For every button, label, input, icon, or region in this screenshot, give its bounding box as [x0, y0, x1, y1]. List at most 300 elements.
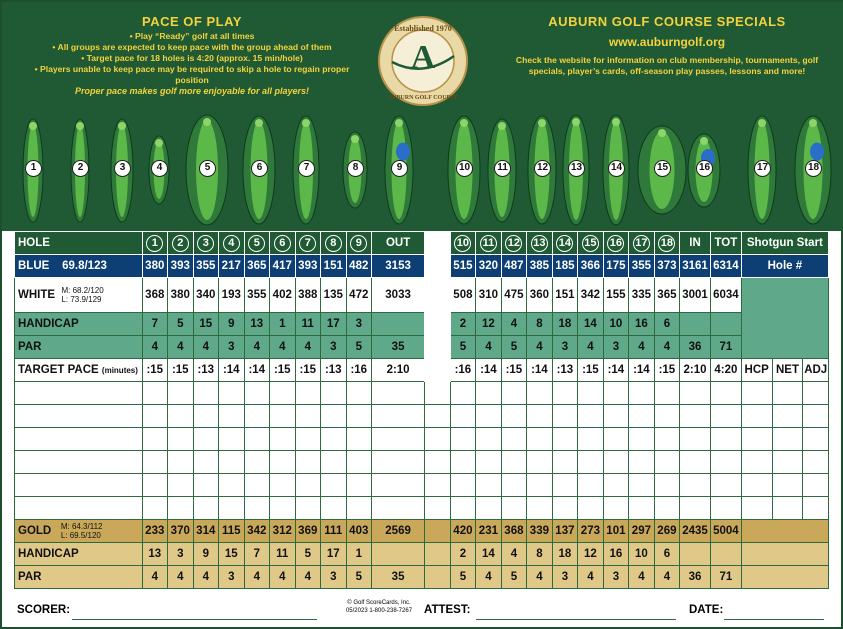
hcp-score[interactable] [741, 474, 772, 497]
hole-row [15, 232, 829, 255]
score-cell[interactable] [193, 451, 219, 474]
yardage: 482 [346, 255, 372, 278]
target-pace-label [15, 359, 143, 382]
yardage: 355 [244, 278, 270, 313]
score-cell[interactable] [603, 382, 629, 405]
value: 5 [501, 566, 527, 589]
score-cell[interactable] [193, 382, 219, 405]
pace-highlight: Proper pace makes golf more enjoyable for all players! [74, 86, 310, 96]
value: 11 [270, 543, 296, 566]
out-score[interactable] [372, 474, 425, 497]
out-total: 3033 [372, 278, 425, 313]
score-cell[interactable] [654, 474, 680, 497]
score-cell[interactable] [219, 451, 245, 474]
score-cell[interactable] [476, 451, 502, 474]
player-name-field[interactable] [15, 474, 143, 497]
initial-cell [425, 566, 451, 589]
scorer-field[interactable] [72, 619, 317, 620]
yardage: 340 [193, 278, 219, 313]
hcp-score[interactable] [741, 451, 772, 474]
hole-11-marker: 11 [494, 160, 511, 177]
player-name-field[interactable] [15, 497, 143, 520]
par-value: 3 [603, 336, 629, 359]
score-cell[interactable] [629, 428, 655, 451]
score-cell[interactable] [346, 474, 372, 497]
yardage: 380 [168, 278, 194, 313]
score-cell[interactable] [142, 451, 168, 474]
side-blank [741, 566, 828, 589]
score-cell[interactable] [193, 497, 219, 520]
tee-rating: M: 68.2/120 L: 73.9/129 [61, 286, 104, 304]
score-cell[interactable] [578, 451, 604, 474]
value: 314 [193, 520, 219, 543]
score-cell[interactable] [527, 405, 553, 428]
out-total: 2:10 [372, 359, 425, 382]
value: 4 [168, 566, 194, 589]
hole-6-marker: 6 [251, 160, 268, 177]
score-cell[interactable] [476, 474, 502, 497]
score-cell[interactable] [629, 497, 655, 520]
value: 4 [476, 566, 502, 589]
score-cell[interactable] [501, 405, 527, 428]
pace-of-play [32, 14, 352, 96]
score-cell[interactable] [552, 451, 578, 474]
tot-header: TOT [710, 232, 741, 255]
tot-score[interactable] [710, 451, 741, 474]
score-cell[interactable] [346, 497, 372, 520]
value: 16 [603, 543, 629, 566]
score-cell[interactable] [244, 474, 270, 497]
copyright-text: © Golf ScoreCards, Inc. [347, 600, 411, 606]
copyright [324, 599, 434, 615]
pace-value: :15 [501, 359, 527, 382]
score-cell[interactable] [501, 474, 527, 497]
handicap-value: 13 [244, 313, 270, 336]
score-cell[interactable] [346, 428, 372, 451]
score-cell[interactable] [219, 405, 245, 428]
yardage: 335 [629, 278, 655, 313]
blue-tee-label [15, 255, 143, 278]
score-cell[interactable] [270, 405, 296, 428]
score-cell[interactable] [193, 405, 219, 428]
score-cell[interactable] [270, 497, 296, 520]
hole-number-badge: 15 [582, 235, 599, 252]
pace-value: :14 [603, 359, 629, 382]
score-cell[interactable] [552, 405, 578, 428]
in-score[interactable] [680, 382, 711, 405]
attest-field[interactable] [476, 619, 676, 620]
score-cell[interactable] [295, 497, 321, 520]
yardage: 385 [527, 255, 553, 278]
player-name-field[interactable] [15, 382, 143, 405]
pace-value: :13 [193, 359, 219, 382]
hcp-score[interactable] [741, 428, 772, 451]
tee-rating: 69.8/123 [62, 260, 107, 272]
value: 273 [578, 520, 604, 543]
hole-number-badge: 10 [454, 235, 471, 252]
out-score[interactable] [372, 382, 425, 405]
score-cell[interactable] [603, 428, 629, 451]
tot-total: 6034 [710, 278, 741, 313]
score-cell[interactable] [476, 405, 502, 428]
score-cell[interactable] [501, 451, 527, 474]
value: 5 [295, 543, 321, 566]
adj-score[interactable] [803, 474, 829, 497]
value: 4 [193, 566, 219, 589]
score-cell[interactable] [142, 382, 168, 405]
pace-value: :15 [270, 359, 296, 382]
initial-column [425, 232, 451, 382]
out-score[interactable] [372, 405, 425, 428]
hole-number [654, 232, 680, 255]
net-score[interactable] [772, 497, 803, 520]
score-cell[interactable] [527, 451, 553, 474]
score-cell[interactable] [142, 474, 168, 497]
hole-number [346, 232, 372, 255]
score-cell[interactable] [321, 428, 347, 451]
shotgun-cell[interactable] [741, 278, 828, 359]
value: 9 [193, 543, 219, 566]
score-cell[interactable] [501, 382, 527, 405]
score-cell[interactable] [603, 451, 629, 474]
tot-total: 71 [710, 336, 741, 359]
out-score[interactable] [372, 451, 425, 474]
score-cell[interactable] [168, 382, 194, 405]
score-cell[interactable] [244, 382, 270, 405]
score-cell[interactable] [321, 382, 347, 405]
par-value: 4 [654, 336, 680, 359]
player-name-field[interactable] [15, 405, 143, 428]
score-cell[interactable] [501, 428, 527, 451]
player-name-field[interactable] [15, 451, 143, 474]
adj-score[interactable] [803, 405, 829, 428]
hole-number-badge: 2 [172, 235, 189, 252]
out-total: 3153 [372, 255, 425, 278]
value: 231 [476, 520, 502, 543]
score-cell[interactable] [219, 428, 245, 451]
score-cell[interactable] [321, 474, 347, 497]
score-cell[interactable] [321, 405, 347, 428]
pace-value: :15 [142, 359, 168, 382]
in-total [680, 543, 711, 566]
initial-cell [425, 543, 451, 566]
target-pace-row [15, 359, 829, 382]
hole-number [244, 232, 270, 255]
tot-score[interactable] [710, 428, 741, 451]
score-cell[interactable] [578, 428, 604, 451]
in-blank [680, 313, 711, 336]
score-cell[interactable] [346, 405, 372, 428]
score-cell[interactable] [578, 382, 604, 405]
net-score[interactable] [772, 428, 803, 451]
net-score[interactable] [772, 405, 803, 428]
in-total: 2435 [680, 520, 711, 543]
score-cell[interactable] [654, 451, 680, 474]
gold-tee-label [15, 520, 143, 543]
handicap-value: 12 [476, 313, 502, 336]
hole-number [295, 232, 321, 255]
yardage: 487 [501, 255, 527, 278]
score-cell[interactable] [501, 497, 527, 520]
score-cell[interactable] [193, 428, 219, 451]
handicap-value: 8 [527, 313, 553, 336]
net-score[interactable] [772, 382, 803, 405]
par-value: 4 [270, 336, 296, 359]
date-field[interactable] [724, 619, 824, 620]
par-value: 3 [552, 336, 578, 359]
pace-value: :15 [654, 359, 680, 382]
score-cell[interactable] [527, 474, 553, 497]
score-cell[interactable] [244, 428, 270, 451]
hcp-score[interactable] [741, 497, 772, 520]
value: 10 [629, 543, 655, 566]
score-cell[interactable] [244, 497, 270, 520]
copyright-code: 05/2023 1-800-238-7267 [345, 608, 413, 614]
value: 370 [168, 520, 194, 543]
pace-value: :15 [168, 359, 194, 382]
pace-value: :13 [552, 359, 578, 382]
in-score[interactable] [680, 474, 711, 497]
hole-14-marker: 14 [608, 160, 625, 177]
hole-7-marker: 7 [298, 160, 315, 177]
specials-title: AUBURN GOLF COURSE SPECIALS [548, 14, 786, 29]
score-cell[interactable] [578, 497, 604, 520]
tot-score[interactable] [710, 382, 741, 405]
value: 2 [450, 543, 476, 566]
score-cell[interactable] [295, 451, 321, 474]
handicap-value: 3 [346, 313, 372, 336]
score-cell[interactable] [219, 497, 245, 520]
score-cell[interactable] [295, 428, 321, 451]
hole-number-badge: 18 [658, 235, 675, 252]
score-cell[interactable] [244, 451, 270, 474]
specials [512, 14, 822, 77]
score-cell[interactable] [346, 382, 372, 405]
score-cell[interactable] [578, 405, 604, 428]
hole-8-marker: 8 [347, 160, 364, 177]
score-cell[interactable] [603, 474, 629, 497]
score-cell[interactable] [450, 428, 476, 451]
score-cell[interactable] [142, 497, 168, 520]
value: 3 [603, 566, 629, 589]
score-cell[interactable] [168, 405, 194, 428]
value: 339 [527, 520, 553, 543]
score-cell[interactable] [450, 451, 476, 474]
value: 4 [527, 566, 553, 589]
yardage: 193 [219, 278, 245, 313]
in-score[interactable] [680, 451, 711, 474]
score-cell[interactable] [295, 382, 321, 405]
yardage: 185 [552, 255, 578, 278]
hole-16-marker: 16 [696, 160, 713, 177]
score-cell[interactable] [450, 382, 476, 405]
yardage: 373 [654, 255, 680, 278]
value: 137 [552, 520, 578, 543]
initial-letter: I [435, 279, 440, 293]
tot-total [710, 543, 741, 566]
value: 3 [552, 566, 578, 589]
initial-cell [425, 497, 451, 520]
score-table [14, 231, 829, 589]
score-cell[interactable] [321, 451, 347, 474]
hole-number-badge: 8 [325, 235, 342, 252]
net-score[interactable] [772, 474, 803, 497]
score-cell[interactable] [244, 405, 270, 428]
initial-letter: L [433, 363, 442, 377]
score-cell[interactable] [321, 497, 347, 520]
score-cell[interactable] [168, 451, 194, 474]
pace-title: PACE OF PLAY [142, 14, 242, 29]
pace-value: :15 [578, 359, 604, 382]
gold-handicap-label: HANDICAP [15, 543, 143, 566]
score-cell[interactable] [450, 497, 476, 520]
player-score-row [15, 405, 829, 428]
tot-score[interactable] [710, 497, 741, 520]
score-cell[interactable] [168, 474, 194, 497]
score-cell[interactable] [552, 474, 578, 497]
out-total: 35 [372, 566, 425, 589]
value: 3 [168, 543, 194, 566]
score-cell[interactable] [142, 405, 168, 428]
hole-5-marker: 5 [199, 160, 216, 177]
scorer-label: SCORER: [17, 604, 71, 616]
score-cell[interactable] [654, 405, 680, 428]
hole-12-marker: 12 [534, 160, 551, 177]
score-cell[interactable] [654, 428, 680, 451]
score-cell[interactable] [629, 474, 655, 497]
initial-letter: I [435, 237, 440, 251]
score-cell[interactable] [476, 382, 502, 405]
yardage: 508 [450, 278, 476, 313]
gold-handicap-row [15, 543, 829, 566]
score-cell[interactable] [476, 428, 502, 451]
net-score[interactable] [772, 451, 803, 474]
par-value: 4 [193, 336, 219, 359]
hcp-score[interactable] [741, 405, 772, 428]
score-cell[interactable] [578, 474, 604, 497]
pace-value: :14 [476, 359, 502, 382]
hole-2-marker: 2 [72, 160, 89, 177]
value: 4 [244, 566, 270, 589]
value: 12 [578, 543, 604, 566]
score-cell[interactable] [270, 451, 296, 474]
adj-score[interactable] [803, 382, 829, 405]
logo-top-text: Established 1970 [394, 24, 452, 33]
in-total: 36 [680, 566, 711, 589]
score-cell[interactable] [168, 497, 194, 520]
player-name-field[interactable] [15, 428, 143, 451]
score-cell[interactable] [629, 451, 655, 474]
out-score[interactable] [372, 428, 425, 451]
yardage: 380 [142, 255, 168, 278]
pace-value: :15 [295, 359, 321, 382]
value: 18 [552, 543, 578, 566]
out-score[interactable] [372, 497, 425, 520]
score-cell[interactable] [552, 382, 578, 405]
score-cell[interactable] [603, 405, 629, 428]
score-cell[interactable] [654, 497, 680, 520]
score-cell[interactable] [270, 428, 296, 451]
score-cell[interactable] [476, 497, 502, 520]
footer [14, 599, 829, 627]
hole-9-marker: 9 [391, 160, 408, 177]
score-cell[interactable] [270, 382, 296, 405]
website-link[interactable]: www.auburngolf.org [608, 35, 726, 49]
value: 6 [654, 543, 680, 566]
hole-number-badge: 1 [146, 235, 163, 252]
par-value: 3 [219, 336, 245, 359]
score-cell[interactable] [295, 405, 321, 428]
score-cell[interactable] [629, 405, 655, 428]
hole-13-marker: 13 [568, 160, 585, 177]
in-score[interactable] [680, 428, 711, 451]
pace-value: :14 [527, 359, 553, 382]
in-header: IN [680, 232, 711, 255]
score-cell[interactable] [346, 451, 372, 474]
score-cell[interactable] [552, 497, 578, 520]
in-score[interactable] [680, 405, 711, 428]
score-cell[interactable] [168, 428, 194, 451]
adj-score[interactable] [803, 451, 829, 474]
score-cell[interactable] [629, 382, 655, 405]
par-label: PAR [15, 336, 143, 359]
hole-number-badge: 5 [248, 235, 265, 252]
score-cell[interactable] [450, 474, 476, 497]
handicap-row [15, 313, 829, 336]
score-cell[interactable] [527, 382, 553, 405]
par-value: 4 [629, 336, 655, 359]
score-cell[interactable] [450, 405, 476, 428]
value: 368 [501, 520, 527, 543]
hole-number-badge: 3 [197, 235, 214, 252]
score-cell[interactable] [603, 497, 629, 520]
adj-score[interactable] [803, 428, 829, 451]
score-cell[interactable] [654, 382, 680, 405]
in-score[interactable] [680, 497, 711, 520]
score-cell[interactable] [527, 428, 553, 451]
score-cell[interactable] [219, 474, 245, 497]
date-label: DATE: [689, 604, 724, 616]
par-value: 4 [527, 336, 553, 359]
score-cell[interactable] [270, 474, 296, 497]
adj-score[interactable] [803, 497, 829, 520]
score-cell[interactable] [552, 428, 578, 451]
tot-score[interactable] [710, 405, 741, 428]
hcp-score[interactable] [741, 382, 772, 405]
initial-letter: T [433, 300, 442, 314]
value: 4 [629, 566, 655, 589]
value: 7 [244, 543, 270, 566]
score-cell[interactable] [193, 474, 219, 497]
value: 101 [603, 520, 629, 543]
value: 5 [450, 566, 476, 589]
hole-number-badge: 14 [556, 235, 573, 252]
tot-score[interactable] [710, 474, 741, 497]
pace-value: :14 [629, 359, 655, 382]
hole-number-badge: 13 [531, 235, 548, 252]
score-cell[interactable] [527, 497, 553, 520]
yardage: 155 [603, 278, 629, 313]
yardage: 515 [450, 255, 476, 278]
tee-rating: M: 64.3/112 L: 69.5/120 [60, 522, 103, 540]
score-cell[interactable] [219, 382, 245, 405]
handicap-value: 16 [629, 313, 655, 336]
hole-number [219, 232, 245, 255]
tee-name: WHITE [18, 289, 56, 302]
score-cell[interactable] [142, 428, 168, 451]
score-cell[interactable] [295, 474, 321, 497]
yardage: 360 [527, 278, 553, 313]
